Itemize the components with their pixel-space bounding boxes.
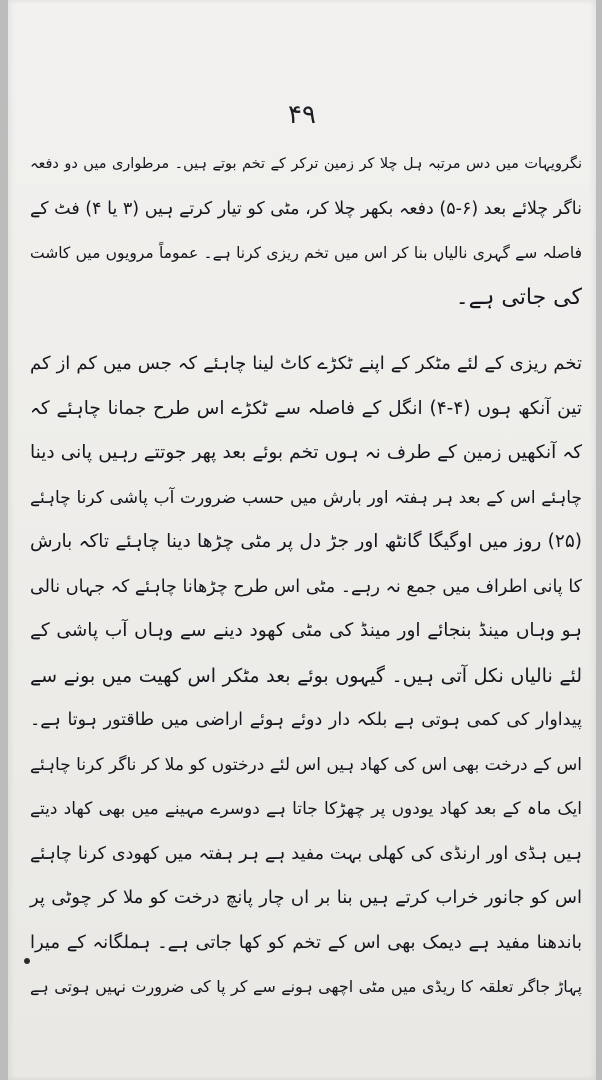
margin-dot [24,958,30,964]
paragraph-2 [30,342,582,1010]
text-line: کی جاتی ہے۔ [455,284,582,310]
text-line: پیداوار کی کمی ہوتی ہے بلکہ دار دوئے ہوئے اراضی میں طاقتور ہوتا ہے۔ [30,710,582,730]
text-line: اس کے درخت بھی اس کی کھاد ہیں اس لئے درختوں کو ملا کر ناگر کرنا چاہئے [30,754,582,775]
page-number: ۴۹ [288,100,316,130]
text-line: پہاڑ جاگر تعلقہ کا ریڈی میں مٹی اچھی ہونے سے کر پا کی ضرورت نہیں ہوتی ہے [30,977,582,996]
text-line: نگرویہات میں دس مرتبہ ہل چلا کر زمین ترکر کے تخم بوتے ہیں۔ مرطواری میں دو دفعہ [30,156,582,172]
text-line: کہ آنکھیں زمین کے طرف نہ ہوں تخم بوئے بعد پھر جوتتے رہیں پانی دینا [30,442,582,463]
text-line: اس کو جانور خراب کرتے ہیں بنا بر اں چار پانچ درخت کو ملا کر چوٹی پر [30,887,582,908]
text-line: ہو وہاں مینڈ بنجائے اور مینڈ کی مٹی کھود دینے سے وہاں آب پاشی کے [30,620,582,641]
text-line: فاصلہ سے گہری نالیاں بنا کر اس میں تخم ریزی کرنا ہے۔ عموماً مرویوں میں کاشت [30,244,582,262]
text-line: ہیں ہڈی اور ارنڈی کی کھلی بہت مفید ہے ہر ہفتہ میں کھودی کرنا چاہئے [30,843,582,864]
text-line: تین آنکھ ہوں (۴-۴) انگل کے فاصلہ سے ٹکڑے اس طرح جمانا چاہئے کہ [30,397,582,419]
text-line: ایک ماہ کے بعد کھاد یودوں پر چھڑکا جاتا ہے دوسرے مہینے میں بھی کھاد دیتے [30,799,582,819]
text-line: (۲۵) روز میں اوگیگا گانٹھ اور جڑ دل پر مٹی چڑھا دینا چاہئے تاکہ بارش [30,531,582,552]
paragraph-gap [30,320,582,342]
text-line: کا پانی اطراف میں جمع نہ رہے۔ مٹی اس طرح چڑھانا چاہئے کہ جہاں نالی [30,576,582,597]
text-line: چاہئے اس کے بعد ہر ہفتہ اور بارش میں حسب ضرورت آب پاشی کرنا چاہئے [30,487,582,508]
text-line: ناگر چلائے بعد (۶-۵) دفعہ بکھر چلا کر، مٹی کو تیار کرتے ہیں (۳ یا ۴) فٹ کے [30,198,583,219]
text-line: لئے نالیاں نکل آتی ہیں۔ گیہوں بوئے بعد مٹکر اس کھیت میں بونے سے [30,664,582,687]
text-line: تخم ریزی کے لئے مٹکر کے اپنے ٹکڑے کاٹ لینا چاہئے کہ جس میں کم از کم [30,353,582,374]
body-text [30,142,582,1010]
paragraph-1 [30,142,582,320]
document-page [8,0,596,1080]
text-line: باندھنا مفید ہے دیمک بھی اس کے تخم کو کھا جاتی ہے۔ ہملگانہ کے میرا [30,931,582,953]
